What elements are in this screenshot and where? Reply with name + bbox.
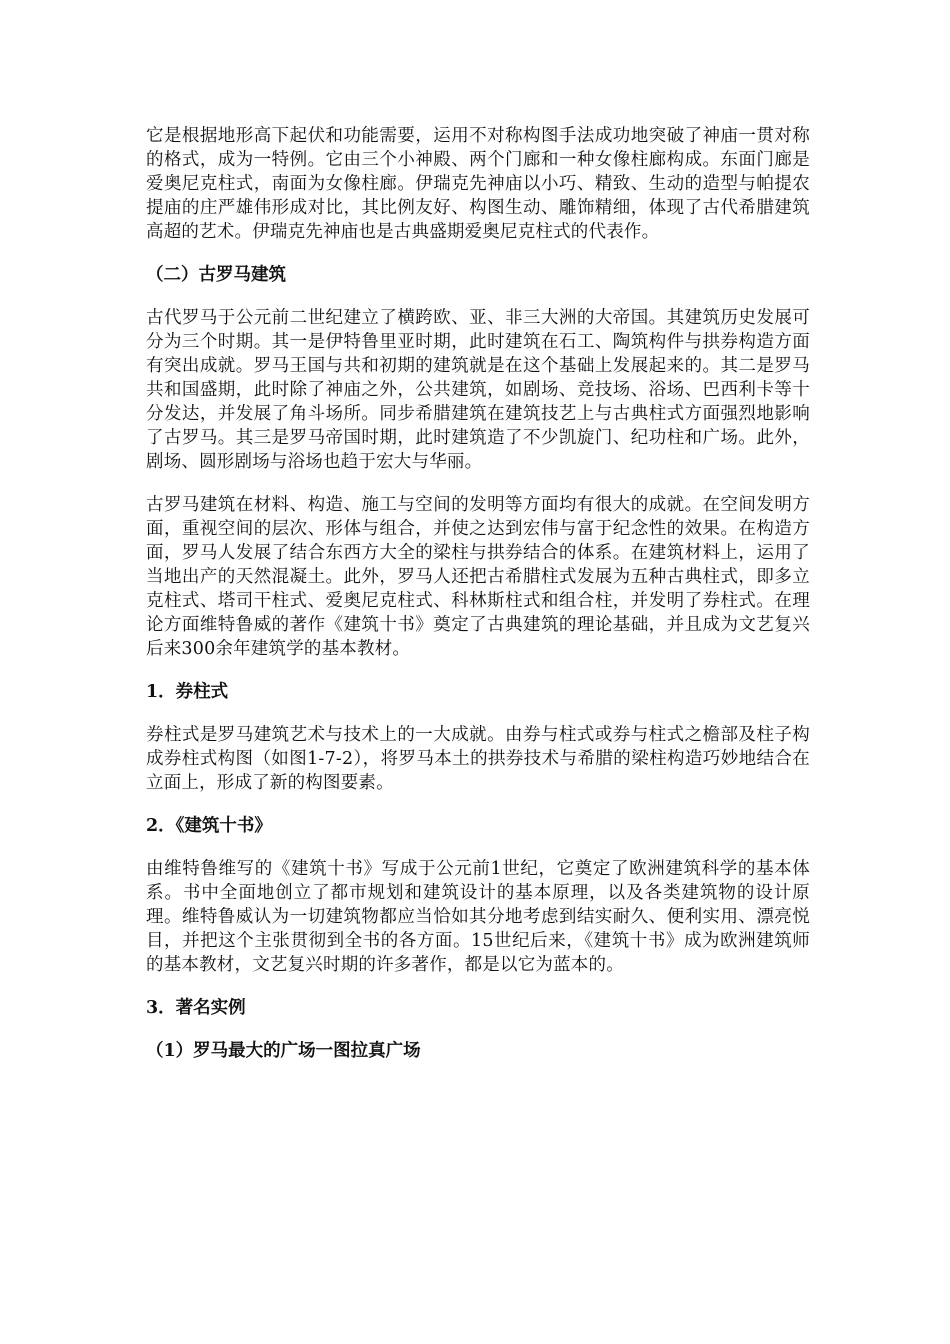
subheading-ten-books: 2．《建筑十书》	[146, 816, 272, 836]
subheading-famous-examples: 3．著名实例	[146, 998, 246, 1018]
paragraph-arch-order: 券柱式是罗马建筑艺术与技术上的一大成就。由券与柱式或券与柱式之檐部及柱子构成券柱式构图（如图1-7-2），将罗马本土的拱券技术与希腊的梁柱构造巧妙地结合在立面上，形成了新的构图要素。	[146, 725, 810, 793]
section-heading-ancient-rome: （二）古罗马建筑	[146, 265, 286, 285]
paragraph-ten-books: 由维特鲁维写的《建筑十书》写成于公元前1世纪，它奠定了欧洲建筑科学的基本体系。书中全面地创立了都市规划和建筑设计的基本原理，以及各类建筑物的设计原理。维特鲁威认为一切建筑物都应当恰如其分地考虑到结实耐久、便利实用、漂亮悦目，并把这个主张贯彻到全书的各方面。15世纪后来，《建筑十书》成为欧洲建筑师的基本教材，文艺复兴时期的许多著作，都是以它为蓝本的。	[146, 859, 810, 975]
paragraph-rome-periods: 古代罗马于公元前二世纪建立了横跨欧、亚、非三大洲的大帝国。其建筑历史发展可分为三个时期。其一是伊特鲁里亚时期，此时建筑在石工、陶筑构件与拱券构造方面有突出成就。罗马王国与共和初期的建筑就是在这个基础上发展起来的。其二是罗马共和国盛期，此时除了神庙之外，公共建筑，如剧场、竞技场、浴场、巴西利卡等十分发达，并发展了角斗场所。同步希腊建筑在建筑技艺上与古典柱式方面强烈地影响了古罗马。其三是罗马帝国时期，此时建筑造了不少凯旋门、纪功柱和广场。此外，剧场、圆形剧场与浴场也趋于宏大与华丽。	[146, 308, 810, 472]
subheading-trajan-forum: （1）罗马最大的广场一图拉真广场	[146, 1041, 421, 1061]
subheading-arch-order: 1．券柱式	[146, 682, 229, 702]
paragraph-rome-achievements: 古罗马建筑在材料、构造、施工与空间的发明等方面均有很大的成就。在空间发明方面，重视空间的层次、形体与组合，并使之达到宏伟与富于纪念性的效果。在构造方面，罗马人发展了结合东西方大全的梁柱与拱券结合的体系。在建筑材料上，运用了当地出产的天然混凝土。此外，罗马人还把古希腊柱式发展为五种古典柱式，即多立克柱式、塔司干柱式、爱奥尼克柱式、科林斯柱式和组合柱，并发明了券柱式。在理论方面维特鲁威的著作《建筑十书》奠定了古典建筑的理论基础，并且成为文艺复兴后来300余年建筑学的基本教材。	[146, 495, 810, 659]
paragraph-erechtheion: 它是根据地形高下起伏和功能需要，运用不对称构图手法成功地突破了神庙一贯对称的格式，成为一特例。它由三个小神殿、两个门廊和一种女像柱廊构成。东面门廊是爱奥尼克柱式，南面为女像柱廊。伊瑞克先神庙以小巧、精致、生动的造型与帕提农提庙的庄严雄伟形成对比，其比例友好、构图生动、雕饰精细，体现了古代希腊建筑高超的艺术。伊瑞克先神庙也是古典盛期爱奥尼克柱式的代表作。	[146, 126, 810, 242]
